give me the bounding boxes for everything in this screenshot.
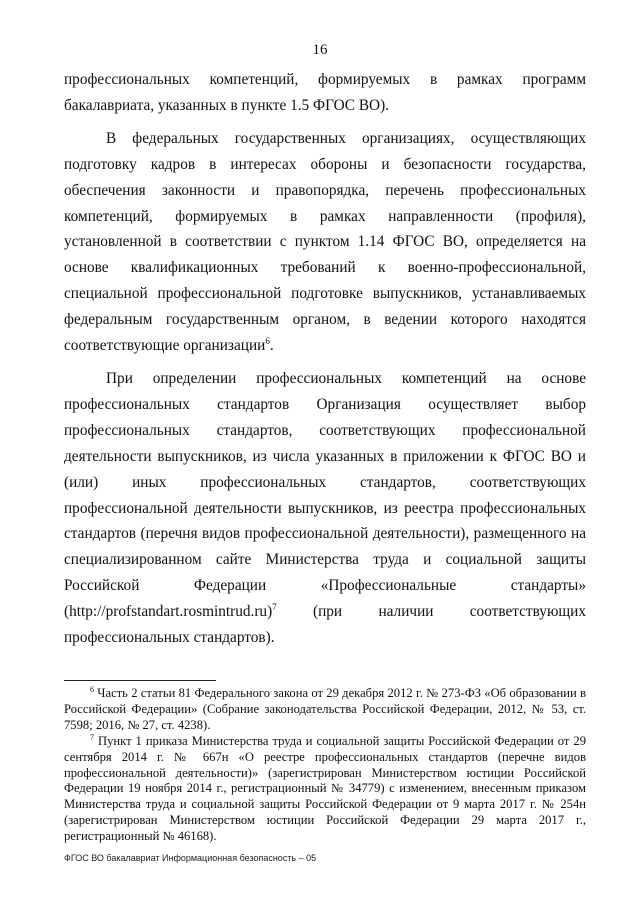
footnote	[64, 734, 586, 845]
paragraph-text: В федеральных государственных организациях, осуществляющих подготовку кадров в интересах обороны и безопасности государства, обеспечения законности и правопорядка, перечень профессиональных компетенций, формируемых в рамках направленности (профиля), установленной в соответствии с пунктом 1.14 ФГОС ВО, определяется на основе квалификационных требований к военно-профессиональной, специальной профессиональной подготовке выпускников, устанавливаемых федеральным государственным органом, в ведении которого находятся соответствующие организации	[64, 129, 586, 355]
paragraph-continuation	[64, 67, 586, 119]
paragraph-text: профессиональных компетенций, формируемых в рамках программ бакалавриата, указанных в пункте 1.5 ФГОС ВО).	[64, 71, 586, 114]
body-text	[64, 67, 586, 658]
paragraph-federal-organizations	[64, 126, 586, 359]
page-number: 16	[312, 42, 328, 58]
footnote-number: 6	[90, 684, 94, 694]
paragraph-tail: .	[269, 337, 274, 355]
footnote-text: Часть 2 статьи 81 Федерального закона от 29 декабря 2012 г. № 273-ФЗ «Об образовании в Российской Федерации» (Собрание законодательства Российской Федерации, 2012, № 53, ст. 7598; 2016, № 27, ст. 4238).	[64, 686, 586, 732]
footnote-number: 7	[90, 732, 94, 742]
footnote	[64, 686, 586, 734]
footnote-ref[interactable]: 6	[265, 335, 270, 346]
footnote-text: Пункт 1 приказа Министерства труда и социальной защиты Российской Федерации от 29 сентября 2014 г. № 667н «О реестре профессиональных стандартов (перечне видов профессиональной деятельности)» (зарегистрирован Министерством юстиции Российской Федерации 19 ноября 2014 г., регистрационный № 34779) с изменением, внесенным приказом Министерства труда и социальной защиты Российской Федерации от 9 марта 2017 г. № 254н (зарегистрирован Министерством юстиции Российской Федерации 29 марта 2017 г., регистрационный № 46168).	[64, 733, 586, 844]
paragraph-tail: (при наличии соответствующих профессиональных стандартов).	[64, 603, 586, 647]
paragraph-text: При определении профессиональных компетенций на основе профессиональных стандартов Организация осуществляет выбор профессиональных стандартов, соответствующих профессиональной деятельности выпускников, из числа указанных в приложении к ФГОС ВО и (или) иных профессиональных стандартов, соответствующих профессиональной деятельности выпускников, из реестра профессиональных стандартов (перечня видов профессиональной деятельности), размещенного на специализированном сайте Министерства труда и социальной защиты Российской Федерации «Профессиональные стандарты» (http://profstandart.rosmintrud.ru)	[64, 369, 586, 621]
paragraph-professional-standards	[64, 366, 586, 651]
footnotes	[64, 686, 586, 845]
footnote-separator	[64, 680, 216, 681]
page-footer: ФГОС ВО бакалавриат Информационная безопасность – 05	[64, 853, 317, 863]
footnote-ref[interactable]: 7	[272, 602, 277, 613]
